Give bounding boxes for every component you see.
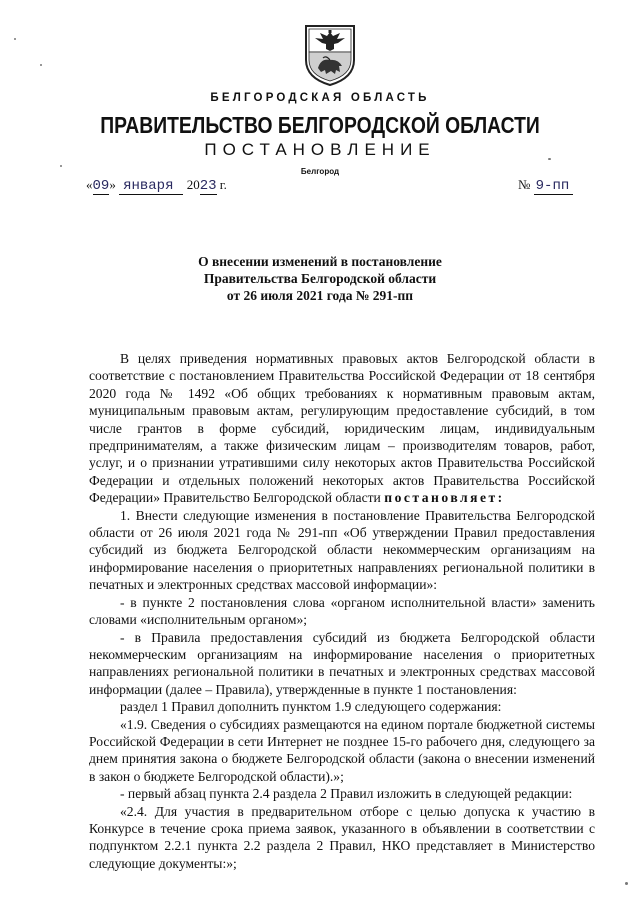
- scan-speck: [40, 64, 42, 66]
- preamble-keyword: постановляет:: [384, 490, 505, 506]
- title-line-2: Правительства Белгородской области: [203, 271, 437, 286]
- paragraph-preamble: [89, 350, 595, 507]
- scan-speck: [60, 165, 62, 167]
- date-month: января: [119, 178, 183, 195]
- coat-of-arms-icon: [300, 22, 360, 88]
- paragraph-change-2: - в Правила предоставления субсидий из бюджета Белгородской области некоммерческим организациям на информирование населения о приоритетных направлениях региональной политики в печатных и электронных средствах массовой информации (далее – Правила), утвержденные в пункте 1 постановления:: [89, 629, 595, 697]
- document-type: ПОСТАНОВЛЕНИЕ: [204, 140, 436, 159]
- number-prefix: №: [518, 177, 531, 192]
- paragraph-quote-2-4: «2.4. Для участия в предварительном отборе с целью допуска к участию в Конкурсе в течение срока приема заявок, указанного в объявлении в соответствии с подпунктом 2.2.1 пункта 2.2 раздела 2 Правил, НКО представляет в Министерство следующие документы:»;: [89, 803, 595, 871]
- document-body: [89, 350, 595, 872]
- date-year-suffix: 23: [199, 178, 217, 194]
- paragraph-quote-1-9: «1.9. Сведения о субсидиях размещаются на едином портале бюджетной системы Российской Федерации в сети Интернет не позднее 15-го рабочего дня, следующего за днем принятия закона о бюджете Белгородской области (закона о внесении изменений в закон о бюджете Белгородской области).»;: [89, 716, 595, 784]
- scan-speck: [14, 38, 16, 40]
- scan-speck: [625, 882, 628, 885]
- city-name: Белгород: [300, 167, 340, 176]
- number-value: 9-пп: [534, 178, 574, 195]
- scan-speck: [548, 158, 551, 160]
- date-close-quote: »: [109, 177, 116, 192]
- paragraph-section-1: раздел 1 Правил дополнить пунктом 1.9 следующего содержания:: [120, 699, 502, 715]
- document-title: [0, 253, 640, 304]
- date-year-mark: г.: [219, 177, 227, 192]
- paragraph-change-1: - в пункте 2 постановления слова «органом исполнительной власти» заменить словами «исполнительным органом»;: [89, 594, 595, 628]
- government-name: ПРАВИТЕЛЬСТВО БЕЛГОРОДСКОЙ ОБЛАСТИ: [100, 112, 540, 138]
- date-day: 09: [92, 178, 110, 194]
- date-open-quote: «: [86, 177, 93, 192]
- title-line-1: О внесении изменений в постановление: [198, 254, 442, 269]
- title-line-3: от 26 июля 2021 года № 291-пп: [226, 288, 414, 303]
- paragraph-change-3: - первый абзац пункта 2.4 раздела 2 Правил изложить в следующей редакции:: [120, 786, 573, 802]
- preamble-text: В целях приведения нормативных правовых актов Белгородской области в соответствие с постановлением Правительства Российской Федерации от 18 сентября 2020 года № 1492 «Об общих требованиях к нормативным правовым актам, муниципальным правовым актам, регулирующим предоставление субсидий, в том числе грантов в форме субсидий, юридическим лицам, индивидуальным предпринимателям, а также физическим лицам – производителям товаров, работ, услуг, и о признании утратившими силу некоторых актов Правительства Российской Федерации и отдельных положений некоторых актов Правительства Российской Федерации» Правительство Белгородской области: [89, 351, 595, 506]
- document-date: [86, 177, 227, 194]
- document-number: [518, 177, 573, 194]
- region-name: БЕЛГОРОДСКАЯ ОБЛАСТЬ: [210, 92, 430, 104]
- date-year-prefix: 20: [186, 177, 200, 192]
- paragraph-item-1: 1. Внести следующие изменения в постановление Правительства Белгородской области от 26 июля 2021 года № 291-пп «Об утверждении Правил предоставления субсидий из бюджета Белгородской области некоммерческим организациям на информирование населения о приоритетных направлениях региональной политики в печатных и электронных средствах массовой информации»:: [89, 507, 595, 593]
